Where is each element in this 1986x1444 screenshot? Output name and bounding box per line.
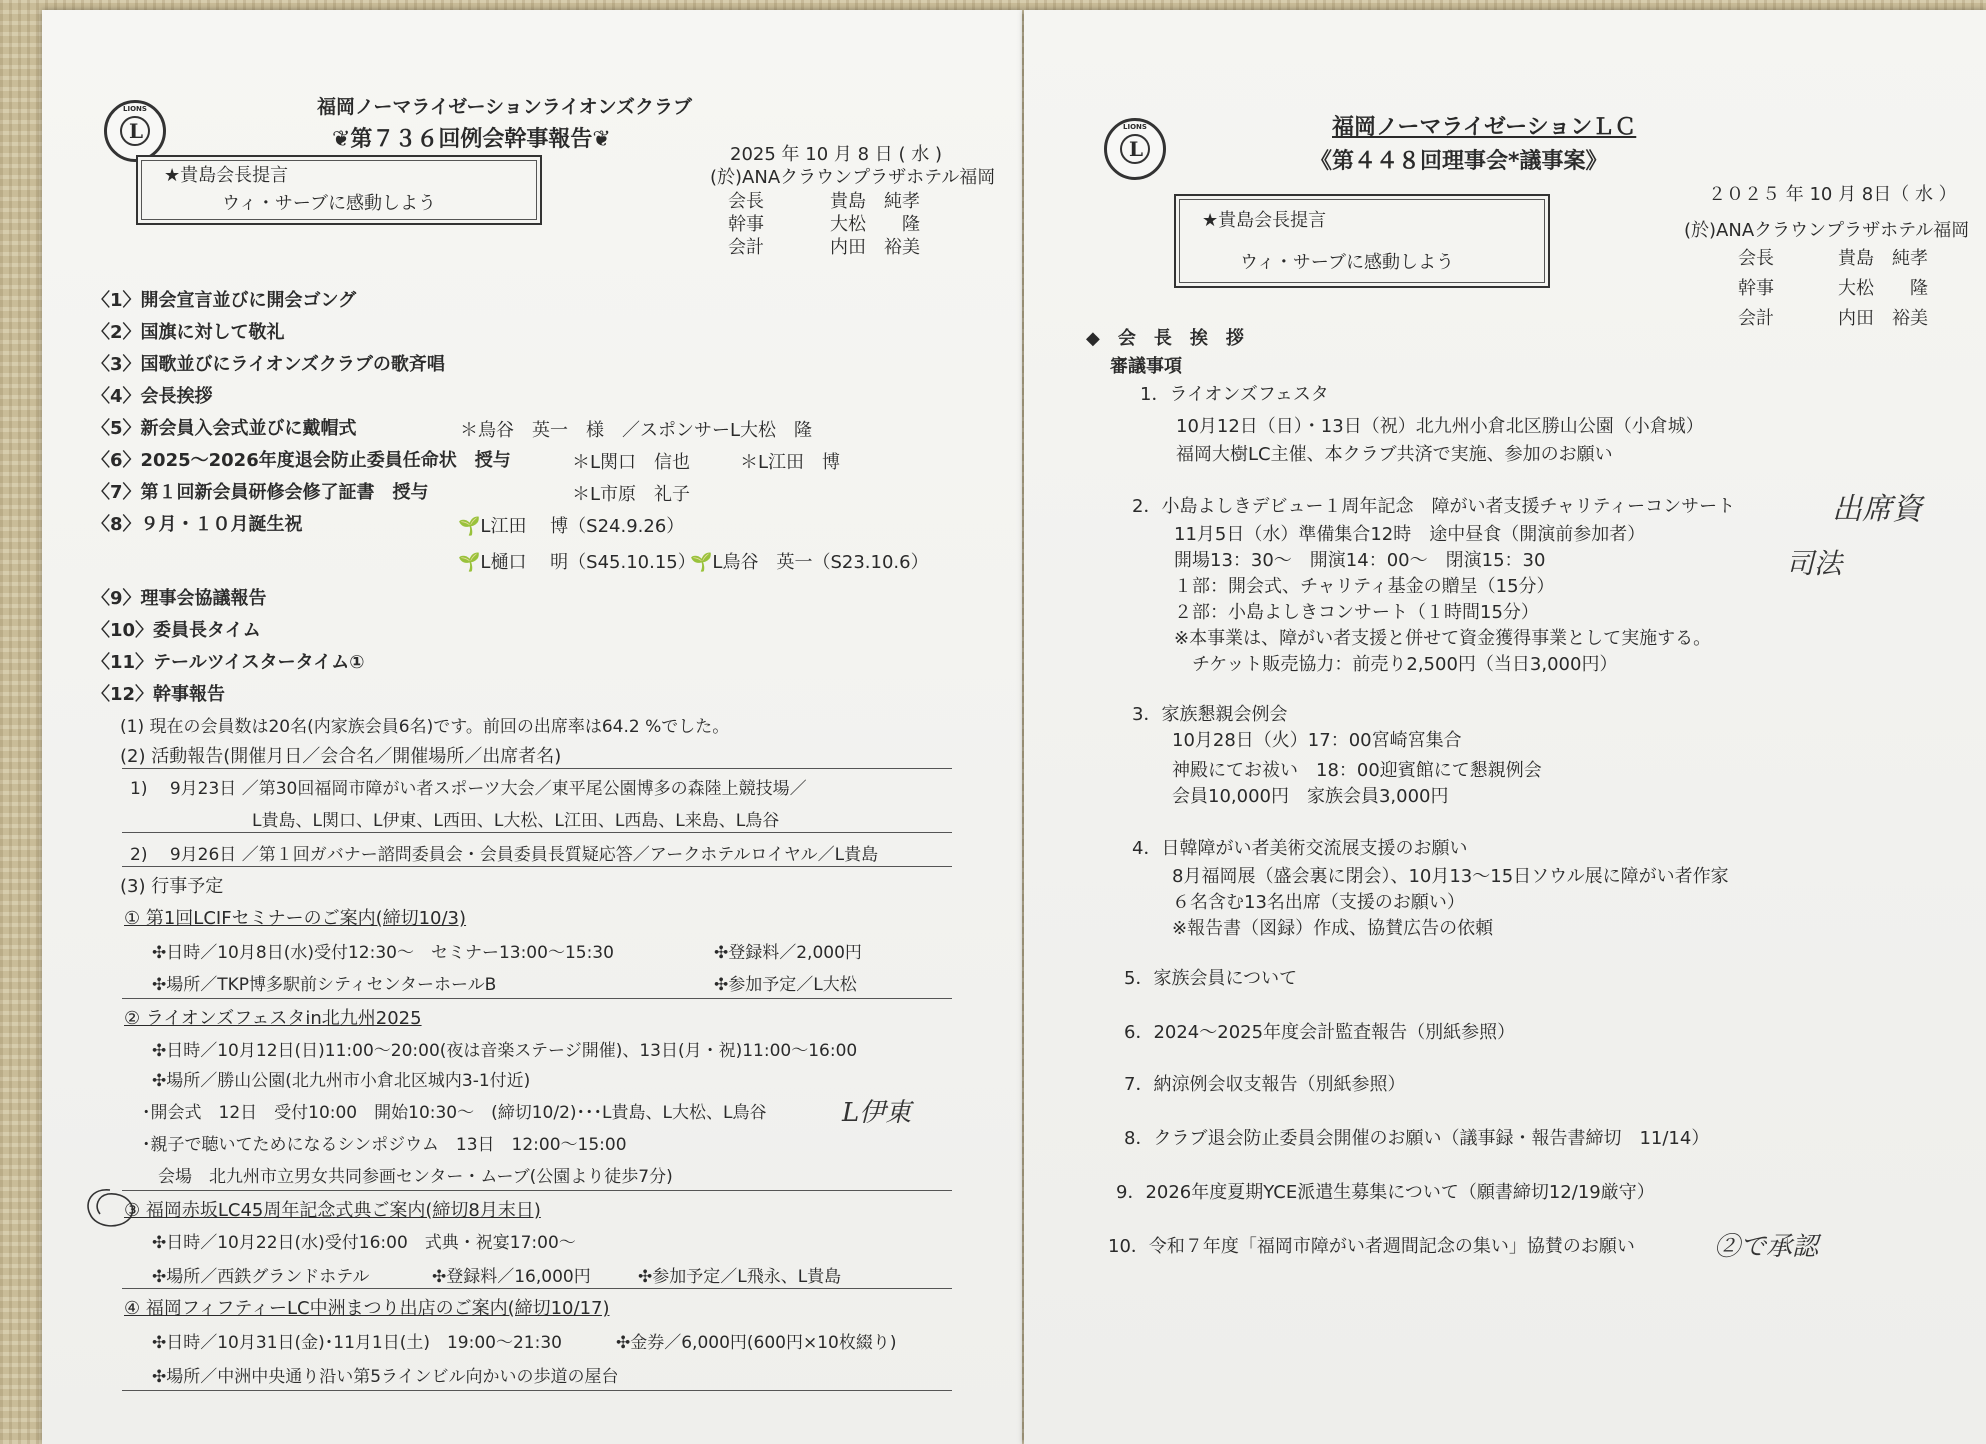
left-event-1-date: ✣日時／10月8日(水)受付12:30～ セミナー13:00～15:30 xyxy=(152,943,614,963)
left-org-name: 福岡ノーマライゼーションライオンズクラブ xyxy=(317,96,693,118)
left-item-8: 〈8〉９月・１０月誕生祝 xyxy=(92,514,303,535)
left-item-2: 〈2〉国旗に対して敬礼 xyxy=(92,322,285,343)
left-officer-name-3: 内田 裕美 xyxy=(830,237,920,258)
right-motto-head: ★貴島会長提言 xyxy=(1202,210,1327,231)
right-agenda-4: 4．日韓障がい者美術交流展支援のお願い xyxy=(1132,838,1468,859)
left-motto: ウィ・サーブに感動しよう xyxy=(222,193,437,214)
right-agenda-3-line-2: 神殿にてお祓い 18：00迎賓館にて懇親例会 xyxy=(1172,760,1542,781)
right-agenda-2: 2．小島よしきデビュー１周年記念 障がい者支援チャリティーコンサート xyxy=(1132,496,1736,517)
right-agenda-head: 審議事項 xyxy=(1110,356,1182,377)
left-item-10: 〈10〉委員長タイム xyxy=(92,620,261,641)
left-event-1-place: ✣場所／TKP博多駅前シティセンターホールB xyxy=(152,975,497,995)
left-item-1: 〈1〉開会宣言並びに開会ゴング xyxy=(92,290,357,311)
right-agenda-2-line-1: 11月5日（水）準備集合12時 途中昼食（開演前参加者） xyxy=(1174,524,1646,545)
left-report-schedule-head: (3) 行事予定 xyxy=(120,876,224,897)
left-officer-role-3: 会計 xyxy=(728,237,764,258)
left-motto-head: ★貴島会長提言 xyxy=(164,165,289,186)
left-report-members: (1) 現在の会員数は20名(内家族会員6名)です。前回の出席率は64.2 %でした。 xyxy=(120,717,730,737)
left-officer-role-2: 幹事 xyxy=(728,214,764,235)
left-bday-2: 🌱L樋口 明（S45.10.15） xyxy=(458,552,696,573)
left-item-6-note-a: ＊L関口 信也 xyxy=(572,452,691,473)
left-item-6: 〈6〉2025～2026年度退会防止委員任命状 授与 xyxy=(92,450,511,471)
left-event-4-date: ✣日時／10月31日(金)･11月1日(土) 19:00～21:30 xyxy=(152,1333,562,1353)
left-motto-box xyxy=(136,155,542,225)
left-item-5: 〈5〉新会員入会式並びに戴帽式 xyxy=(92,418,357,439)
right-agenda-2-handwritten-2: 司法 xyxy=(1786,547,1843,580)
right-officer-name-3: 内田 裕美 xyxy=(1838,308,1928,329)
left-report-activity-head: (2) 活動報告(開催月日／会合名／開催場所／出席者名) xyxy=(120,746,562,767)
lions-logo-right: LIONS L xyxy=(1104,118,1166,180)
right-title: 《第４４８回理事会*議事案》 xyxy=(1310,149,1608,174)
left-event-2-place: ✣場所／勝山公園(北九州市小倉北区城内3-1付近) xyxy=(152,1071,531,1091)
right-agenda-2-line-3: １部：開会式、チャリティ基金の贈呈（15分） xyxy=(1174,576,1555,597)
left-item-5-note: ＊鳥谷 英一 様 ／スポンサーL大松 隆 xyxy=(460,420,813,441)
right-agenda-3-line-1: 10月28日（火）17：00宮崎宮集合 xyxy=(1172,730,1462,751)
right-motto-box xyxy=(1174,194,1550,288)
left-event-2-opening: ･開会式 12日 受付10:00 開始10:30～ (締切10/2)･･･L貴島、L大松、L鳥谷 xyxy=(142,1103,767,1123)
right-org-name: 福岡ノーマライゼーションＬＣ xyxy=(1332,115,1637,140)
right-officer-role-2: 幹事 xyxy=(1738,278,1774,299)
left-item-4: 〈4〉会長挨拶 xyxy=(92,386,213,407)
left-item-12: 〈12〉幹事報告 xyxy=(92,684,226,705)
left-officer-name-1: 貴島 純孝 xyxy=(830,191,920,212)
left-item-7-note: ＊L市原 礼子 xyxy=(572,484,691,505)
left-document-page xyxy=(42,10,1022,1444)
right-greeting: ◆ 会 長 挨 拶 xyxy=(1086,328,1244,349)
left-event-4-place: ✣場所／中洲中央通り沿い第5ラインビル向かいの歩道の屋台 xyxy=(152,1367,619,1387)
right-agenda-1: 1．ライオンズフェスタ xyxy=(1140,384,1329,405)
left-title: ❦第７３６回例会幹事報告❦ xyxy=(332,127,611,152)
left-event-2-handwritten: L伊東 xyxy=(842,1098,912,1128)
right-agenda-1-line-2: 福岡大樹LC主催、本クラブ共済で実施、参加のお願い xyxy=(1176,444,1613,465)
right-agenda-10-handwritten: ②で承認 xyxy=(1714,1232,1819,1262)
left-venue: (於)ANAクラウンプラザホテル福岡 xyxy=(710,167,996,188)
right-agenda-2-handwritten-1: 出席資 xyxy=(1832,492,1922,527)
lions-logo-left: LIONS L xyxy=(104,100,166,162)
left-activity-1-attendees: L貴島、L関口、L伊東、L西田、L大松、L江田、L西島、L来島、L鳥谷 xyxy=(252,811,780,831)
right-agenda-2-line-4: ２部：小島よしきコンサート（１時間15分） xyxy=(1174,602,1539,623)
right-agenda-3: 3．家族懇親会例会 xyxy=(1132,704,1288,725)
right-document-page xyxy=(1024,10,1986,1444)
left-event-1-attendees: ✣参加予定／L大松 xyxy=(714,975,857,995)
left-activity-1: 1) 9月23日 ／第30回福岡市障がい者スポーツ大会／東平尾公園博多の森陸上競技場／ xyxy=(130,779,807,799)
left-activity-2: 2) 9月26日 ／第１回ガバナー諮問委員会・会員委員長質疑応答／アークホテルロイヤル／L貴島 xyxy=(130,845,879,865)
left-event-3-title: ③ 福岡赤坂LC45周年記念式典ご案内(締切8月末日) xyxy=(124,1200,541,1221)
right-officer-name-1: 貴島 純孝 xyxy=(1838,248,1928,269)
left-event-3-attendees: ✣参加予定／L飛永、L貴島 xyxy=(638,1267,842,1287)
right-officer-name-2: 大松 隆 xyxy=(1838,278,1928,299)
left-bday-1: 🌱L江田 博（S24.9.26） xyxy=(458,516,685,537)
right-motto: ウィ・サーブに感動しよう xyxy=(1240,252,1455,273)
right-agenda-4-line-3: ※報告書（図録）作成、協賛広告の依頼 xyxy=(1172,918,1494,939)
left-officer-name-2: 大松 隆 xyxy=(830,214,920,235)
right-agenda-2-line-5: ※本事業は、障がい者支援と併せて資金獲得事業として実施する。 xyxy=(1174,628,1712,649)
right-agenda-5: 5．家族会員について xyxy=(1124,968,1298,989)
right-agenda-3-line-3: 会員10,000円 家族会員3,000円 xyxy=(1172,786,1449,807)
right-agenda-7: 7．納涼例会収支報告（別紙参照） xyxy=(1124,1074,1406,1095)
left-item-11: 〈11〉テールツイスタータイム① xyxy=(92,652,365,673)
left-item-6-note-b: ＊L江田 博 xyxy=(740,452,841,473)
right-agenda-2-line-2: 開場13：30～ 開演14：00～ 閉演15：30 xyxy=(1174,550,1546,571)
left-officer-role-1: 会長 xyxy=(728,191,764,212)
left-event-1-title: ① 第1回LCIFセミナーのご案内(締切10/3) xyxy=(124,908,467,929)
right-agenda-8: 8．クラブ退会防止委員会開催のお願い（議事録・報告書締切 11/14） xyxy=(1124,1128,1710,1149)
left-event-4-title: ④ 福岡フィフティーLC中洲まつり出店のご案内(締切10/17) xyxy=(124,1298,610,1319)
left-event-2-title: ② ライオンズフェスタin北九州2025 xyxy=(124,1008,422,1029)
left-event-2-symposium: ･親子で聴いてためになるシンポジウム 13日 12:00～15:00 xyxy=(142,1135,627,1155)
left-event-4-tickets: ✣金券／6,000円(600円×10枚綴り) xyxy=(616,1333,897,1353)
right-agenda-9: 9．2026年度夏期YCE派遣生募集について（願書締切12/19厳守） xyxy=(1116,1182,1655,1203)
left-item-9: 〈9〉理事会協議報告 xyxy=(92,588,267,609)
right-agenda-4-line-1: 8月福岡展（盛会裏に閉会）、10月13～15日ソウル展に障がい者作家 xyxy=(1172,866,1729,887)
left-event-2-date: ✣日時／10月12日(日)11:00～20:00(夜は音楽ステージ開催)、13日(月・祝)11:00～16:00 xyxy=(152,1041,858,1061)
right-officer-role-1: 会長 xyxy=(1738,248,1774,269)
right-agenda-4-line-2: ６名含む13名出席（支援のお願い） xyxy=(1172,892,1465,913)
left-event-2-venue: 会場 北九州市立男女共同参画センター・ムーブ(公園より徒歩7分) xyxy=(158,1167,673,1187)
right-officer-role-3: 会計 xyxy=(1738,308,1774,329)
left-item-3: 〈3〉国歌並びにライオンズクラブの歌斉唱 xyxy=(92,354,445,375)
right-agenda-6: 6．2024～2025年度会計監査報告（別紙参照） xyxy=(1124,1022,1516,1043)
right-agenda-2-line-6: チケット販売協力：前売り2,500円（当日3,000円） xyxy=(1192,654,1618,675)
right-agenda-10: 10．令和７年度「福岡市障がい者週間記念の集い」協賛のお願い xyxy=(1108,1236,1635,1257)
left-item-7: 〈7〉第１回新会員研修会修了証書 授与 xyxy=(92,482,429,503)
left-bday-3: 🌱L鳥谷 英一（S23.10.6） xyxy=(690,552,929,573)
left-date: 2025 年 10 月 8 日 ( 水 ) xyxy=(730,144,942,165)
left-event-1-fee: ✣登録料／2,000円 xyxy=(714,943,862,963)
right-agenda-1-line-1: 10月12日（日）・13日（祝）北九州小倉北区勝山公園（小倉城） xyxy=(1176,416,1704,437)
left-event-3-date: ✣日時／10月22日(水)受付16:00 式典・祝宴17:00～ xyxy=(152,1233,576,1253)
right-date: ２０２５ 年 10 月 8日（ 水 ） xyxy=(1708,184,1957,205)
right-venue: (於)ANAクラウンプラザホテル福岡 xyxy=(1684,220,1970,241)
left-event-3-fee: ✣登録料／16,000円 xyxy=(432,1267,591,1287)
left-event-3-place: ✣場所／西鉄グランドホテル xyxy=(152,1267,370,1287)
